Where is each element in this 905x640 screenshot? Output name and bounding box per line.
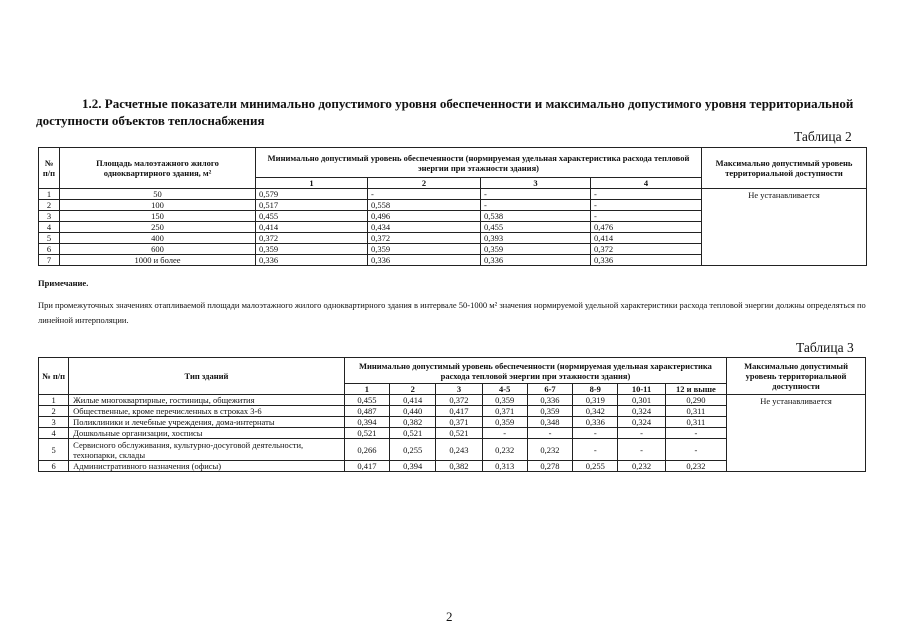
value-cell: 0,336: [481, 255, 591, 266]
area-cell: 1000 и более: [60, 255, 256, 266]
area-cell: 600: [60, 244, 256, 255]
table3-floor-5: 6-7: [527, 384, 572, 395]
value-cell: 0,324: [618, 406, 665, 417]
table3-floor-4: 4-5: [482, 384, 527, 395]
table3-floor-7: 10-11: [618, 384, 665, 395]
value-cell: 0,579: [256, 189, 368, 200]
value-cell: 0,417: [344, 461, 389, 472]
value-cell: 0,311: [665, 406, 726, 417]
value-cell: 0,455: [344, 395, 389, 406]
row-number: 2: [39, 406, 69, 417]
value-cell: -: [591, 200, 702, 211]
value-cell: 0,324: [618, 417, 665, 428]
row-number: 2: [39, 200, 60, 211]
table2-floor-4: 4: [591, 178, 702, 189]
table2-header-area: Площадь малоэтажного жилого одноквартирного здания, м²: [60, 148, 256, 189]
value-cell: 0,359: [481, 244, 591, 255]
value-cell: 0,336: [573, 417, 618, 428]
value-cell: 0,517: [256, 200, 368, 211]
area-cell: 400: [60, 233, 256, 244]
value-cell: 0,372: [436, 395, 482, 406]
table2-header-num: № п/п: [39, 148, 60, 189]
value-cell: 0,394: [390, 461, 436, 472]
table3-floor-6: 8-9: [573, 384, 618, 395]
value-cell: 0,417: [436, 406, 482, 417]
section-heading: 1.2. Расчетные показатели минимально допустимого уровня обеспеченности и максимально допустимого уровня территориальной доступности объектов теплоснабжения: [36, 96, 854, 128]
value-cell: 0,393: [481, 233, 591, 244]
value-cell: -: [665, 439, 726, 461]
table2-caption: Таблица 2: [794, 129, 852, 144]
table2-header-min: Минимально допустимый уровень обеспеченности (нормируемая удельная характеристика расхода тепловой энергии при этажности здания): [256, 148, 702, 178]
value-cell: 0,336: [527, 395, 572, 406]
value-cell: 0,382: [390, 417, 436, 428]
table3-header-type: Тип зданий: [69, 358, 345, 395]
row-number: 3: [39, 211, 60, 222]
value-cell: 0,232: [618, 461, 665, 472]
table3-header-num: № п/п: [39, 358, 69, 395]
table3-caption: Таблица 3: [796, 340, 854, 355]
value-cell: 0,371: [436, 417, 482, 428]
row-number: 1: [39, 395, 69, 406]
table-3: [38, 357, 866, 472]
value-cell: 0,232: [482, 439, 527, 461]
table2-floor-1: 1: [256, 178, 368, 189]
value-cell: 0,319: [573, 395, 618, 406]
page-number: 2: [446, 609, 453, 624]
note-title: Примечание.: [38, 278, 89, 288]
value-cell: 0,487: [344, 406, 389, 417]
area-cell: 50: [60, 189, 256, 200]
value-cell: 0,243: [436, 439, 482, 461]
value-cell: 0,359: [527, 406, 572, 417]
row-number: 5: [39, 233, 60, 244]
value-cell: 0,476: [591, 222, 702, 233]
value-cell: -: [368, 189, 481, 200]
value-cell: 0,342: [573, 406, 618, 417]
value-cell: 0,313: [482, 461, 527, 472]
value-cell: 0,301: [618, 395, 665, 406]
row-number: 4: [39, 428, 69, 439]
building-type-cell: Поликлиники и лечебные учреждения, дома-интернаты: [69, 417, 345, 428]
value-cell: 0,521: [390, 428, 436, 439]
value-cell: 0,255: [390, 439, 436, 461]
value-cell: -: [527, 428, 572, 439]
value-cell: -: [573, 428, 618, 439]
value-cell: 0,359: [368, 244, 481, 255]
building-type-cell: Общественные, кроме перечисленных в строках 3-6: [69, 406, 345, 417]
value-cell: 0,414: [256, 222, 368, 233]
value-cell: 0,414: [591, 233, 702, 244]
value-cell: 0,455: [256, 211, 368, 222]
table3-not-set: Не устанавливается: [727, 395, 866, 472]
table3-header-max: Максимально допустимый уровень территориальной доступности: [727, 358, 866, 395]
value-cell: 0,336: [591, 255, 702, 266]
value-cell: 0,394: [344, 417, 389, 428]
table3-floor-3: 3: [436, 384, 482, 395]
value-cell: 0,496: [368, 211, 481, 222]
table3-floor-8: 12 и выше: [665, 384, 726, 395]
row-number: 5: [39, 439, 69, 461]
table3-floor-2: 2: [390, 384, 436, 395]
value-cell: 0,359: [256, 244, 368, 255]
value-cell: 0,232: [665, 461, 726, 472]
table2-floor-2: 2: [368, 178, 481, 189]
table2-not-set: Не устанавливается: [702, 189, 867, 266]
area-cell: 250: [60, 222, 256, 233]
value-cell: 0,348: [527, 417, 572, 428]
row-number: 6: [39, 461, 69, 472]
value-cell: 0,359: [482, 417, 527, 428]
row-number: 7: [39, 255, 60, 266]
value-cell: 0,372: [256, 233, 368, 244]
value-cell: -: [481, 200, 591, 211]
value-cell: 0,372: [591, 244, 702, 255]
row-number: 3: [39, 417, 69, 428]
building-type-cell: Дошкольные организации, хосписы: [69, 428, 345, 439]
building-type-cell: Жилые многоквартирные, гостиницы, общежития: [69, 395, 345, 406]
value-cell: 0,336: [368, 255, 481, 266]
value-cell: 0,382: [436, 461, 482, 472]
table2-header-max: Максимально допустимый уровень территориальной доступности: [702, 148, 867, 189]
row-number: 6: [39, 244, 60, 255]
value-cell: 0,455: [481, 222, 591, 233]
value-cell: 0,434: [368, 222, 481, 233]
value-cell: 0,232: [527, 439, 572, 461]
value-cell: 0,521: [344, 428, 389, 439]
value-cell: 0,372: [368, 233, 481, 244]
value-cell: 0,278: [527, 461, 572, 472]
value-cell: 0,311: [665, 417, 726, 428]
value-cell: 0,336: [256, 255, 368, 266]
row-number: 1: [39, 189, 60, 200]
area-cell: 150: [60, 211, 256, 222]
value-cell: 0,371: [482, 406, 527, 417]
value-cell: -: [591, 189, 702, 200]
table3-floor-1: 1: [344, 384, 389, 395]
value-cell: 0,521: [436, 428, 482, 439]
value-cell: 0,414: [390, 395, 436, 406]
value-cell: 0,538: [481, 211, 591, 222]
value-cell: -: [665, 428, 726, 439]
row-number: 4: [39, 222, 60, 233]
value-cell: -: [591, 211, 702, 222]
value-cell: -: [482, 428, 527, 439]
value-cell: 0,266: [344, 439, 389, 461]
value-cell: 0,290: [665, 395, 726, 406]
table-row: [39, 395, 866, 406]
value-cell: -: [618, 428, 665, 439]
table-2: [38, 147, 867, 266]
value-cell: -: [618, 439, 665, 461]
value-cell: -: [573, 439, 618, 461]
building-type-cell: Сервисного обслуживания, культурно-досуговой деятельности, технопарки, склады: [69, 439, 345, 461]
area-cell: 100: [60, 200, 256, 211]
value-cell: 0,558: [368, 200, 481, 211]
table2-floor-3: 3: [481, 178, 591, 189]
value-cell: 0,255: [573, 461, 618, 472]
table3-header-min: Минимально допустимый уровень обеспеченности (нормируемая удельная характеристика расхода тепловой энергии при этажности здания): [344, 358, 726, 384]
value-cell: 0,440: [390, 406, 436, 417]
table-row: [39, 189, 867, 200]
value-cell: 0,359: [482, 395, 527, 406]
note-text: При промежуточных значениях отапливаемой площади малоэтажного жилого одноквартирного здания в интервале 50-1000 м² значения нормируемой удельной характеристики расхода тепловой энергии должны определяться по линейной интерполяции.: [38, 300, 866, 325]
value-cell: -: [481, 189, 591, 200]
building-type-cell: Административного назначения (офисы): [69, 461, 345, 472]
